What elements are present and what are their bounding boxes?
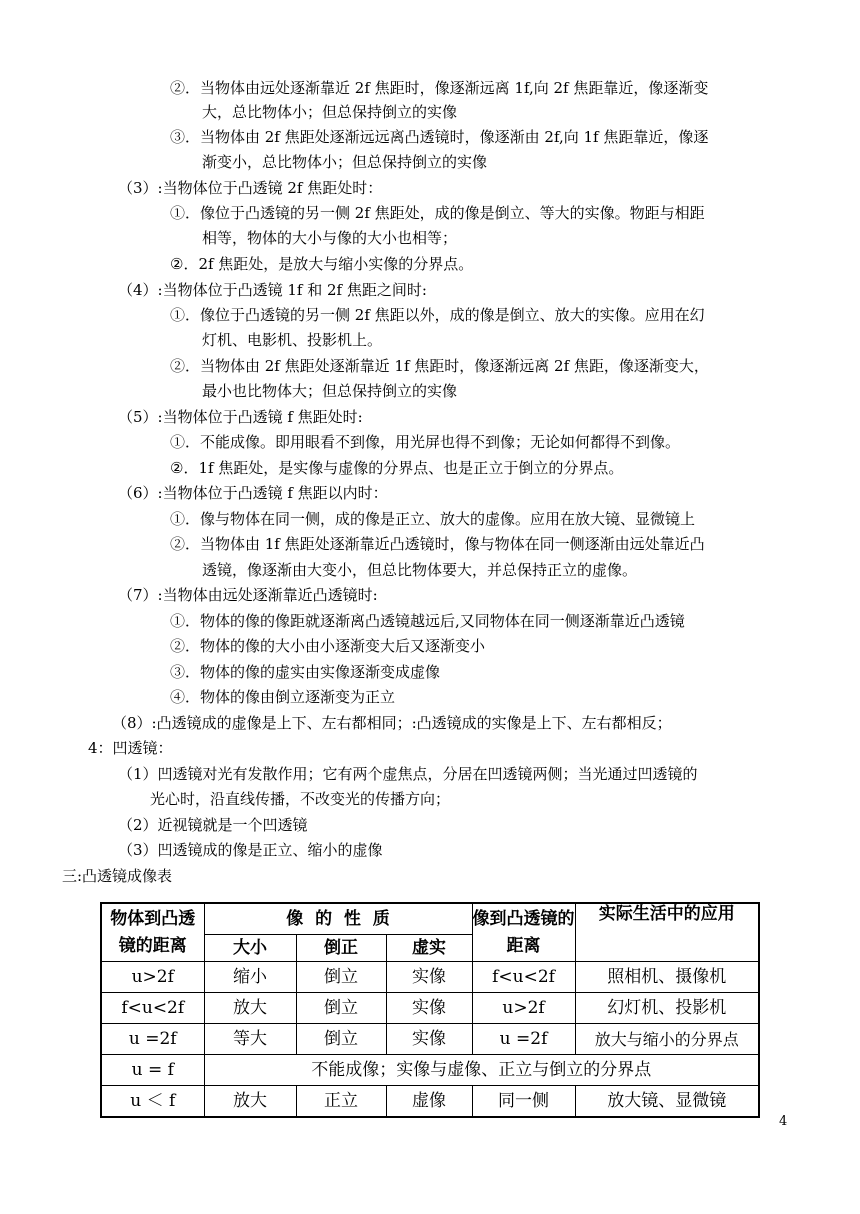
table-row — [101, 993, 759, 1024]
table-row — [101, 1024, 759, 1055]
text-line: ③．物体的像的虚实由实像逐渐变成虚像 — [170, 663, 441, 681]
text-line: ①．像与物体在同一侧，成的像是正立、放大的虚像。应用在放大镜、显微镜上 — [170, 510, 696, 528]
cell-image-distance: u>2f — [472, 993, 575, 1024]
cell-object-distance: u =2f — [101, 1024, 204, 1055]
text-line: ①．像位于凸透镜的另一侧 2f 焦距处，成的像是倒立、等大的实像。物距与相距 — [170, 204, 705, 222]
text-line: ③．当物体由 2f 焦距处逐渐远远离凸透镜时，像逐渐由 2f,向 1f 焦距靠近，像逐 — [170, 128, 709, 146]
cell-object-distance: u = f — [101, 1055, 204, 1086]
cell-realness: 实像 — [386, 962, 472, 993]
table-caption: 三:凸透镜成像表 — [62, 867, 173, 885]
imaging-table-wrapper — [100, 902, 758, 1118]
header-size: 大小 — [204, 935, 296, 962]
text-line: （8）:凸透镜成的虚像是上下、左右都相同；:凸透镜成的实像是上下、左右都相反； — [112, 714, 672, 732]
text-line: ①．不能成像。即用眼看不到像，用光屏也得不到像；无论如何都得不到像。 — [170, 433, 681, 451]
cell-object-distance: u>2f — [101, 962, 204, 993]
text-line: ②．2f 焦距处，是放大与缩小实像的分界点。 — [170, 255, 474, 273]
text-line: （6）:当物体位于凸透镜 f 焦距以内时： — [118, 484, 388, 502]
header-image-distance: 像到凸透镜的距离 — [472, 903, 575, 962]
header-image-properties: 像 的 性 质 — [204, 903, 472, 935]
text-line: （2）近视镜就是一个凹透镜 — [118, 816, 308, 834]
text-line: （5）:当物体位于凸透镜 f 焦距处时: — [118, 408, 363, 426]
text-line: （3）:当物体位于凸透镜 2f 焦距处时： — [118, 179, 383, 197]
cell-orientation: 正立 — [296, 1086, 386, 1118]
cell-size: 缩小 — [204, 962, 296, 993]
text-line: ②．1f 焦距处，是实像与虚像的分界点、也是正立于倒立的分界点。 — [170, 459, 624, 477]
text-line: 大，总比物体小；但总保持倒立的实像 — [202, 103, 458, 121]
cell-image-distance: 同一侧 — [472, 1086, 575, 1118]
header-object-distance: 物体到凸透镜的距离 — [101, 903, 204, 962]
cell-realness: 虚像 — [386, 1086, 472, 1118]
table-row — [101, 1086, 759, 1118]
convex-lens-imaging-table — [100, 902, 760, 1118]
text-line: （1）凹透镜对光有发散作用；它有两个虚焦点，分居在凹透镜两侧；当光通过凹透镜的 — [118, 765, 698, 783]
text-line: ④．物体的像由倒立逐渐变为正立 — [170, 688, 396, 706]
text-line: （4）:当物体位于凸透镜 1f 和 2f 焦距之间时: — [118, 281, 427, 299]
cell-size: 放大 — [204, 993, 296, 1024]
cell-object-distance: u ＜ f — [101, 1086, 204, 1118]
cell-realness: 实像 — [386, 993, 472, 1024]
page-number: 4 — [779, 1114, 788, 1129]
text-line: 相等，物体的大小与像的大小也相等； — [202, 229, 458, 247]
text-line: ②．当物体由 2f 焦距处逐渐靠近 1f 焦距时，像逐渐远离 2f 焦距，像逐渐变大， — [170, 357, 709, 375]
header-realness: 虚实 — [386, 935, 472, 962]
cell-application: 放大与缩小的分界点 — [575, 1024, 759, 1055]
text-line: ②．当物体由 1f 焦距处逐渐靠近凸透镜时，像与物体在同一侧逐渐由远处靠近凸 — [170, 535, 705, 553]
text-line: 渐变小，总比物体小；但总保持倒立的实像 — [202, 153, 488, 171]
text-line: ②．物体的像的大小由小逐渐变大后又逐渐变小 — [170, 637, 486, 655]
table-row — [101, 1055, 759, 1086]
text-line: （3）凹透镜成的像是正立、缩小的虚像 — [118, 841, 383, 859]
cell-application: 幻灯机、投影机 — [575, 993, 759, 1024]
cell-size: 等大 — [204, 1024, 296, 1055]
text-line: 灯机、电影机、投影机上。 — [202, 331, 383, 349]
cell-image-distance: u =2f — [472, 1024, 575, 1055]
cell-realness: 实像 — [386, 1024, 472, 1055]
cell-orientation: 倒立 — [296, 993, 386, 1024]
header-orientation: 倒正 — [296, 935, 386, 962]
cell-orientation: 倒立 — [296, 1024, 386, 1055]
text-line: 最小也比物体大；但总保持倒立的实像 — [202, 382, 458, 400]
cell-object-distance: f<u<2f — [101, 993, 204, 1024]
cell-size: 放大 — [204, 1086, 296, 1118]
header-application: 实际生活中的应用 — [575, 903, 759, 962]
cell-merged-note: 不能成像；实像与虚像、正立与倒立的分界点 — [204, 1055, 759, 1086]
cell-image-distance: f<u<2f — [472, 962, 575, 993]
cell-application: 放大镜、显微镜 — [575, 1086, 759, 1118]
table-row — [101, 962, 759, 993]
text-line: ①．像位于凸透镜的另一侧 2f 焦距以外，成的像是倒立、放大的实像。应用在幻 — [170, 306, 705, 324]
text-line: ②．当物体由远处逐渐靠近 2f 焦距时，像逐渐远离 1f,向 2f 焦距靠近，像逐渐变 — [170, 79, 709, 97]
section-heading: 4：凹透镜： — [88, 739, 173, 757]
text-line: 透镜，像逐渐由大变小，但总比物体要大，并总保持正立的虚像。 — [202, 561, 638, 579]
text-line: （7）:当物体由远处逐渐靠近凸透镜时: — [118, 586, 378, 604]
cell-application: 照相机、摄像机 — [575, 962, 759, 993]
text-line: 光心时，沿直线传播，不改变光的传播方向； — [150, 790, 451, 808]
cell-orientation: 倒立 — [296, 962, 386, 993]
text-line: ①．物体的像的像距就逐渐离凸透镜越远后,又同物体在同一侧逐渐靠近凸透镜 — [170, 612, 685, 630]
